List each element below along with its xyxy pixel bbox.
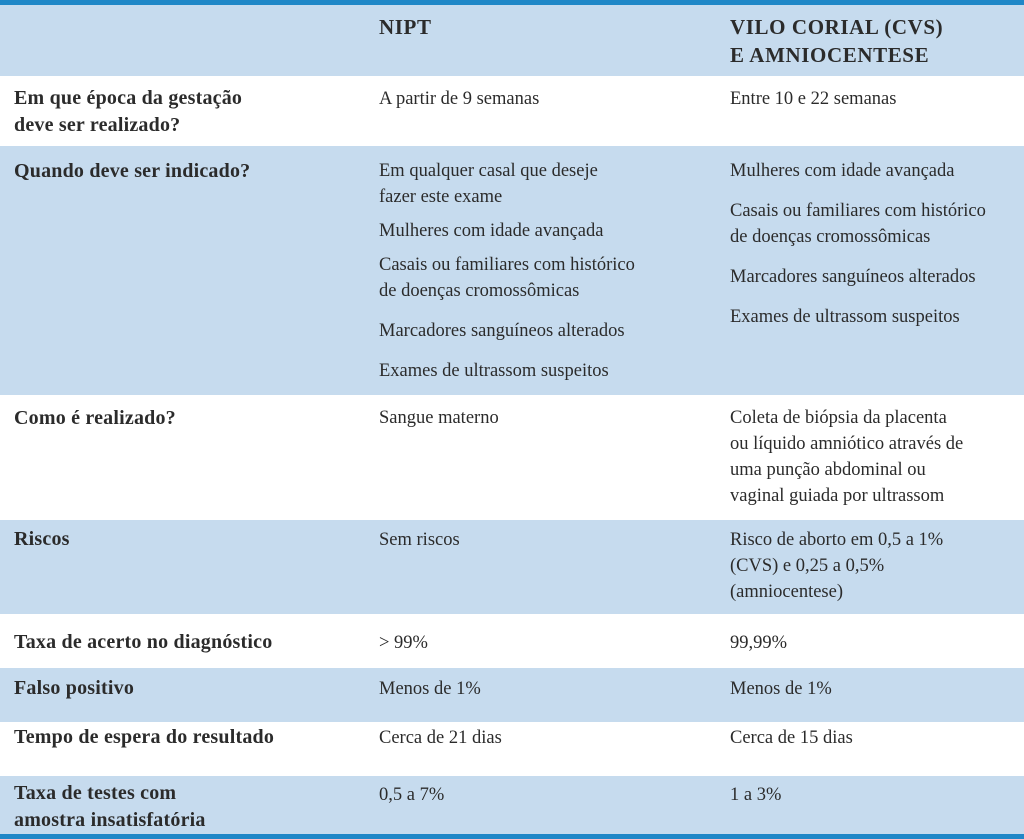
row-label <box>0 668 365 722</box>
table-row <box>0 776 1024 834</box>
nipt-cell <box>365 668 716 722</box>
cell-text: Menos de 1% <box>730 679 832 699</box>
table-header-row <box>0 5 1024 76</box>
header-nipt-label: NIPT <box>379 15 432 39</box>
cell-text: 1 a 3% <box>730 785 782 805</box>
cvs-cell <box>716 76 1024 146</box>
cell-text: Cerca de 15 dias <box>730 728 853 748</box>
nipt-cell <box>365 395 716 520</box>
table-row <box>0 395 1024 520</box>
table-row <box>0 520 1024 614</box>
nipt-cell <box>365 614 716 668</box>
row-label-line: Riscos <box>14 528 70 550</box>
cvs-cell <box>716 722 1024 776</box>
cell-text: Casais ou familiares com histórico <box>730 201 986 221</box>
cell-text: Casais ou familiares com histórico <box>379 255 635 275</box>
header-cvs <box>716 5 1024 76</box>
header-cvs-line2: E AMNIOCENTESE <box>730 43 930 67</box>
nipt-cell <box>365 722 716 776</box>
row-label-line: Tempo de espera do resultado <box>14 726 275 748</box>
cvs-cell <box>716 395 1024 520</box>
header-cvs-line1: VILO CORIAL (CVS) <box>730 15 944 39</box>
nipt-cell <box>365 520 716 614</box>
cell-text: > 99% <box>379 633 428 653</box>
nipt-cell <box>365 76 716 146</box>
table-row <box>0 722 1024 776</box>
cell-text: ou líquido amniótico através de <box>730 434 964 454</box>
row-label-line: deve ser realizado? <box>14 114 181 136</box>
cell-text: Em qualquer casal que deseje <box>379 161 598 181</box>
table-row <box>0 76 1024 146</box>
cell-text: Sangue materno <box>379 408 499 428</box>
row-label-line: amostra insatisfatória <box>14 809 206 831</box>
row-label <box>0 722 365 776</box>
cell-text: de doenças cromossômicas <box>730 227 931 247</box>
table-row <box>0 668 1024 722</box>
row-label-line: Falso positivo <box>14 677 135 699</box>
row-label <box>0 776 365 834</box>
cell-text: Sem riscos <box>379 530 460 550</box>
cell-text: 0,5 a 7% <box>379 785 445 805</box>
cell-text: Exames de ultrassom suspeitos <box>379 361 609 381</box>
cvs-cell <box>716 614 1024 668</box>
cell-text: A partir de 9 semanas <box>379 89 540 109</box>
cell-text: uma punção abdominal ou <box>730 460 926 480</box>
cell-text: Menos de 1% <box>379 679 481 699</box>
cvs-cell <box>716 776 1024 834</box>
row-label-line: Taxa de testes com <box>14 782 177 804</box>
cell-text: Cerca de 21 dias <box>379 728 502 748</box>
row-label-line: Taxa de acerto no diagnóstico <box>14 631 273 653</box>
cell-text: fazer este exame <box>379 187 503 207</box>
row-label <box>0 146 365 395</box>
table-row <box>0 614 1024 668</box>
row-label-line: Quando deve ser indicado? <box>14 160 251 182</box>
nipt-cell <box>365 776 716 834</box>
cell-text: Exames de ultrassom suspeitos <box>730 307 960 327</box>
row-label-line: Como é realizado? <box>14 407 176 429</box>
cell-text: Coleta de biópsia da placenta <box>730 408 947 428</box>
cell-text: 99,99% <box>730 633 788 653</box>
cvs-cell <box>716 668 1024 722</box>
cell-text: Mulheres com idade avançada <box>379 221 604 241</box>
cell-text: (CVS) e 0,25 a 0,5% <box>730 556 885 576</box>
cell-text: Entre 10 e 22 semanas <box>730 89 897 109</box>
header-cell-empty <box>0 5 365 76</box>
row-label <box>0 76 365 146</box>
header-nipt <box>365 5 716 76</box>
cell-text: Marcadores sanguíneos alterados <box>379 321 625 341</box>
cell-text: Mulheres com idade avançada <box>730 161 955 181</box>
row-label <box>0 520 365 614</box>
cell-text: de doenças cromossômicas <box>379 281 580 301</box>
row-label <box>0 614 365 668</box>
row-label <box>0 395 365 520</box>
table-row <box>0 146 1024 395</box>
cell-text: vaginal guiada por ultrassom <box>730 486 945 506</box>
cell-text: Risco de aborto em 0,5 a 1% <box>730 530 944 550</box>
cvs-cell <box>716 520 1024 614</box>
cell-text: (amniocentese) <box>730 582 843 602</box>
nipt-cell <box>365 146 716 395</box>
cvs-cell <box>716 146 1024 395</box>
row-label-line: Em que época da gestação <box>14 87 243 109</box>
cell-text: Marcadores sanguíneos alterados <box>730 267 976 287</box>
